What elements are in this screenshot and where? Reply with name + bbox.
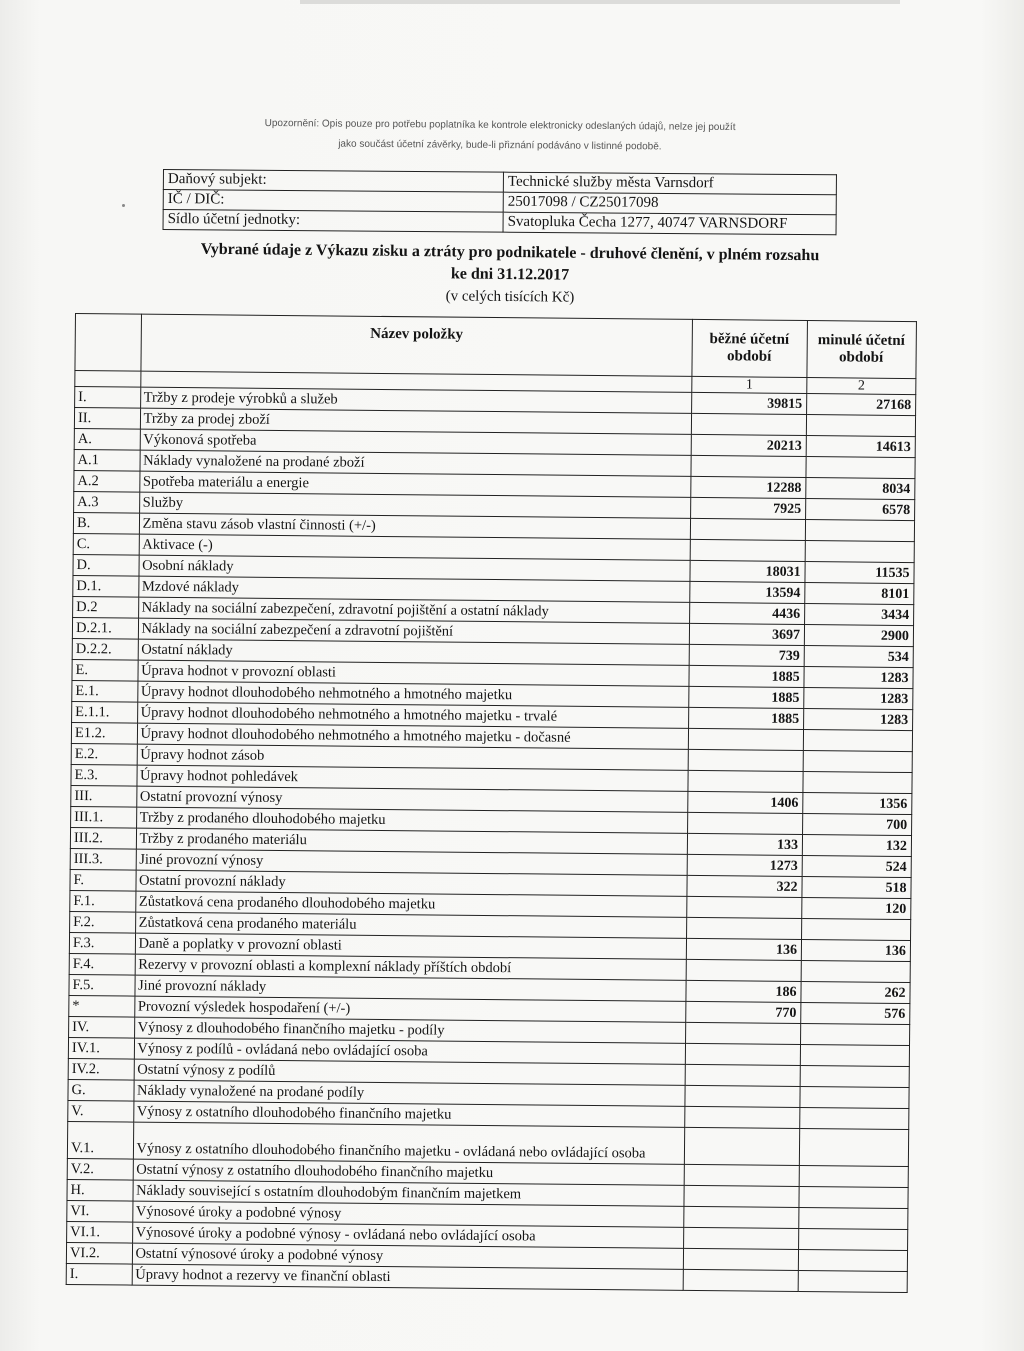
row-name: Zůstatková cena prodaného materiálu: [135, 912, 687, 938]
row-current-value: 133: [687, 833, 802, 855]
row-previous-value: 524: [802, 856, 911, 878]
row-name: Úpravy hodnot dlouhodobého nehmotného a hmotného majetku - trvalé: [137, 702, 689, 728]
row-current-value: [691, 413, 806, 435]
row-code: B.: [73, 512, 139, 534]
row-code: VI.1.: [67, 1221, 133, 1243]
row-name: Výkonová spotřeba: [140, 429, 692, 455]
row-name: Spotřeba materiálu a energie: [139, 471, 691, 497]
row-previous-value: [803, 730, 912, 752]
row-current-value: 39815: [692, 392, 807, 414]
row-code: F.4.: [69, 953, 135, 975]
row-name: Náklady na sociální zabezpečení, zdravotní pojištění a ostatní náklady: [138, 597, 690, 623]
row-previous-value: [801, 1023, 910, 1045]
row-code: *: [69, 995, 135, 1017]
row-previous-value: 262: [801, 982, 910, 1004]
row-previous-value: 576: [801, 1003, 910, 1025]
row-code: III.1.: [71, 806, 137, 828]
row-current-value: 20213: [691, 434, 806, 456]
row-current-value: 1273: [687, 854, 802, 876]
row-code: G.: [68, 1079, 134, 1101]
row-previous-value: 120: [802, 898, 911, 920]
row-name: Výnosové úroky a podobné výnosy - ovládaná nebo ovládající osoba: [132, 1222, 684, 1248]
row-current-value: [687, 917, 802, 939]
row-current-value: [686, 959, 801, 981]
row-previous-value: [798, 1249, 907, 1271]
row-current-value: [687, 896, 802, 918]
row-name: Tržby z prodeje výrobků a služeb: [140, 387, 692, 413]
row-code: A.2: [74, 470, 140, 492]
row-name: Tržby z prodaného materiálu: [136, 828, 688, 854]
row-code: F.1.: [70, 890, 136, 912]
info-value: Svatopluka Čecha 1277, 40747 VARNSDORF: [503, 212, 836, 235]
row-code: VI.: [67, 1200, 133, 1222]
info-value: 25017098 / CZ25017098: [503, 192, 836, 215]
row-current-value: [688, 812, 803, 834]
row-previous-value: [800, 1065, 909, 1087]
row-code: V.: [68, 1100, 134, 1122]
row-code: III.3.: [70, 848, 136, 870]
row-previous-value: 534: [804, 646, 913, 668]
row-name: Tržby z prodaného dlouhodobého majetku: [136, 807, 688, 833]
income-statement-table: [66, 313, 917, 1293]
row-previous-value: 132: [802, 835, 911, 857]
row-previous-value: [799, 1207, 908, 1229]
row-name: Rezervy v provozní oblasti a komplexní náklady příštích období: [135, 954, 687, 980]
row-name: Výnosy z ostatního dlouhodobého finančního majetku - ovládaná nebo ovládající osoba: [133, 1122, 685, 1164]
row-current-value: 18031: [690, 560, 805, 582]
row-current-value: 12288: [691, 476, 806, 498]
row-code: D.2: [73, 596, 139, 618]
row-previous-value: 1283: [804, 709, 913, 731]
row-current-value: 186: [686, 980, 801, 1002]
row-code: A.1: [74, 449, 140, 471]
scan-speck: [122, 204, 125, 207]
row-code: F.: [70, 869, 136, 891]
row-name: Osobní náklady: [139, 555, 691, 581]
table-header-row: [75, 314, 917, 379]
row-previous-value: 1356: [803, 793, 912, 815]
row-current-value: 7925: [691, 497, 806, 519]
row-current-value: [684, 1185, 799, 1207]
statement-table-wrap: [66, 313, 917, 1293]
row-code: IV.: [69, 1016, 135, 1038]
row-code: I.: [75, 387, 141, 409]
row-code: D.2.1.: [72, 617, 138, 639]
row-code: E.3.: [71, 764, 137, 786]
units-note: (v celých tisících Kč): [445, 288, 575, 306]
row-current-value: [684, 1227, 799, 1249]
row-code: II.: [74, 408, 140, 430]
row-previous-value: [800, 1107, 909, 1129]
header-current-period: běžné účetní období: [692, 319, 807, 377]
row-name: Výnosy z dlouhodobého finančního majetku - podíly: [134, 1017, 686, 1043]
row-previous-value: 1283: [804, 688, 913, 710]
row-previous-value: 6578: [806, 499, 915, 521]
row-name: Aktivace (-): [139, 534, 691, 560]
row-current-value: [684, 1206, 799, 1228]
row-name: Úpravy hodnot a rezervy ve finanční oblasti: [132, 1264, 684, 1290]
row-current-value: [688, 749, 803, 771]
row-code: I.: [66, 1263, 132, 1285]
notice-line-1: Upozornění: Opis pouze pro potřebu poplatníka ke kontrole elektronicky odeslaných údajů, nelze jej použít: [264, 117, 736, 134]
row-current-value: [684, 1164, 799, 1186]
row-name: Úpravy hodnot pohledávek: [136, 765, 688, 791]
row-current-value: 4436: [690, 602, 805, 624]
row-name: Úpravy hodnot dlouhodobého nehmotného a hmotného majetku - dočasné: [137, 723, 689, 749]
row-code: E.1.1.: [72, 701, 138, 723]
info-value: Technické služby města Varnsdorf: [503, 172, 836, 195]
row-name: Výnosové úroky a podobné výnosy: [132, 1201, 684, 1227]
row-code: IV.1.: [68, 1037, 134, 1059]
row-code: A.3: [74, 491, 140, 513]
row-code: E.2.: [71, 743, 137, 765]
row-name: Ostatní provozní výnosy: [136, 786, 688, 812]
row-name: Zůstatková cena prodaného dlouhodobého majetku: [135, 891, 687, 917]
row-code: IV.2.: [68, 1058, 134, 1080]
document-date: ke dni 31.12.2017: [450, 265, 570, 284]
row-current-value: [685, 1064, 800, 1086]
row-code: III.2.: [70, 827, 136, 849]
colnum-2: 2: [807, 378, 916, 395]
row-previous-value: [803, 772, 912, 794]
row-current-value: 322: [687, 875, 802, 897]
row-name: Náklady související s ostatním dlouhodobým finančním majetkem: [133, 1180, 685, 1206]
row-previous-value: 518: [802, 877, 911, 899]
row-previous-value: [800, 1086, 909, 1108]
row-current-value: [683, 1269, 798, 1291]
row-name: Náklady na sociální zabezpečení a zdravotní pojištění: [138, 618, 690, 644]
row-name: Změna stavu zásob vlastní činnosti (+/-): [139, 513, 691, 539]
row-previous-value: [806, 415, 915, 437]
info-label: IČ / DIČ:: [163, 190, 503, 213]
row-name: Úpravy hodnot zásob: [137, 744, 689, 770]
row-code: E.1.: [72, 680, 138, 702]
row-previous-value: 14613: [806, 436, 915, 458]
row-current-value: [683, 1248, 798, 1270]
row-current-value: [685, 1106, 800, 1128]
row-name: Ostatní náklady: [138, 639, 690, 665]
document-title: Vybrané údaje z Výkazu zisku a ztráty pro podnikatele - druhové členění, v plném rozsahu: [200, 240, 820, 265]
row-previous-value: [799, 1228, 908, 1250]
row-name: Náklady vynaložené na prodané podíly: [133, 1080, 685, 1106]
row-current-value: [690, 518, 805, 540]
row-name: Náklady vynaložené na prodané zboží: [140, 450, 692, 476]
info-label: Daňový subjekt:: [163, 170, 503, 193]
row-previous-value: [803, 751, 912, 773]
row-name: Výnosy z ostatního dlouhodobého finančního majetku: [133, 1101, 685, 1127]
row-current-value: [686, 1022, 801, 1044]
row-current-value: 1885: [689, 707, 804, 729]
row-code: H.: [67, 1179, 133, 1201]
row-name: Úpravy hodnot dlouhodobého nehmotného a hmotného majetku: [137, 681, 689, 707]
row-previous-value: 11535: [805, 562, 914, 584]
row-name: Ostatní výnosové úroky a podobné výnosy: [132, 1243, 684, 1269]
info-row: [163, 210, 836, 235]
row-name: Ostatní výnosy z ostatního dlouhodobého finančního majetku: [133, 1159, 685, 1185]
row-current-value: 770: [686, 1001, 801, 1023]
row-code: III.: [71, 785, 137, 807]
row-current-value: 13594: [690, 581, 805, 603]
row-code: V.1.: [67, 1121, 133, 1159]
row-code: D.2.2.: [72, 638, 138, 660]
row-name: Mzdové náklady: [138, 576, 690, 602]
row-previous-value: 700: [803, 814, 912, 836]
row-name: Jiné provozní náklady: [134, 975, 686, 1001]
row-name: Ostatní výnosy z podílů: [134, 1059, 686, 1085]
row-previous-value: [799, 1186, 908, 1208]
row-name: Služby: [139, 492, 691, 518]
row-previous-value: 8034: [806, 478, 915, 500]
row-previous-value: 2900: [804, 625, 913, 647]
header-code-cell: [75, 314, 141, 372]
row-previous-value: 1283: [804, 667, 913, 689]
row-previous-value: [806, 457, 915, 479]
scan-edge: [300, 0, 900, 4]
row-code: D.: [73, 554, 139, 576]
row-previous-value: [800, 1044, 909, 1066]
row-code: C.: [73, 533, 139, 555]
row-code: V.2.: [67, 1158, 133, 1180]
row-name: Daně a poplatky v provozní oblasti: [135, 933, 687, 959]
row-current-value: 739: [689, 644, 804, 666]
row-previous-value: [802, 919, 911, 941]
row-name: Provozní výsledek hospodaření (+/-): [134, 996, 686, 1022]
row-current-value: 1885: [689, 665, 804, 687]
row-code: F.3.: [69, 932, 135, 954]
row-code: F.2.: [70, 911, 136, 933]
row-previous-value: [801, 961, 910, 983]
row-previous-value: [805, 520, 914, 542]
row-previous-value: 3434: [805, 604, 914, 626]
row-current-value: [688, 728, 803, 750]
row-code: E.: [72, 659, 138, 681]
colnum-1: 1: [692, 376, 807, 393]
row-current-value: [690, 539, 805, 561]
row-name: Ostatní provozní náklady: [135, 870, 687, 896]
row-current-value: 3697: [689, 623, 804, 645]
row-code: VI.2.: [66, 1242, 132, 1264]
row-previous-value: 27168: [807, 394, 916, 416]
row-current-value: 136: [686, 938, 801, 960]
row-previous-value: [805, 541, 914, 563]
header-previous-period: minulé účetní období: [807, 321, 916, 379]
row-current-value: [691, 455, 806, 477]
row-name: Tržby za prodej zboží: [140, 408, 692, 434]
row-previous-value: 8101: [805, 583, 914, 605]
row-name: Výnosy z podílů - ovládaná nebo ovládající osoba: [134, 1038, 686, 1064]
row-current-value: 1885: [689, 686, 804, 708]
row-current-value: 1406: [688, 791, 803, 813]
notice-line-2: jako součást účetní závěrky, bude-li přiznání podáváno v listinné podobě.: [338, 138, 662, 153]
row-code: D.1.: [73, 575, 139, 597]
row-name: Jiné provozní výnosy: [136, 849, 688, 875]
row-current-value: [684, 1127, 799, 1165]
row-previous-value: 136: [801, 940, 910, 962]
row-code: A.: [74, 428, 140, 450]
row-current-value: [685, 1085, 800, 1107]
colnum-empty: [75, 371, 141, 388]
row-previous-value: [799, 1165, 908, 1187]
header-name: Název položky: [140, 314, 692, 376]
row-name: Úprava hodnot v provozní oblasti: [138, 660, 690, 686]
notice-text: [200, 113, 800, 158]
row-previous-value: [799, 1128, 908, 1166]
row-previous-value: [798, 1270, 907, 1292]
row-current-value: [685, 1043, 800, 1065]
row-code: F.5.: [69, 974, 135, 996]
row-code: E1.2.: [71, 722, 137, 744]
info-label: Sídlo účetní jednotky:: [163, 210, 503, 233]
subject-info-table: [163, 169, 837, 235]
row-current-value: [688, 770, 803, 792]
